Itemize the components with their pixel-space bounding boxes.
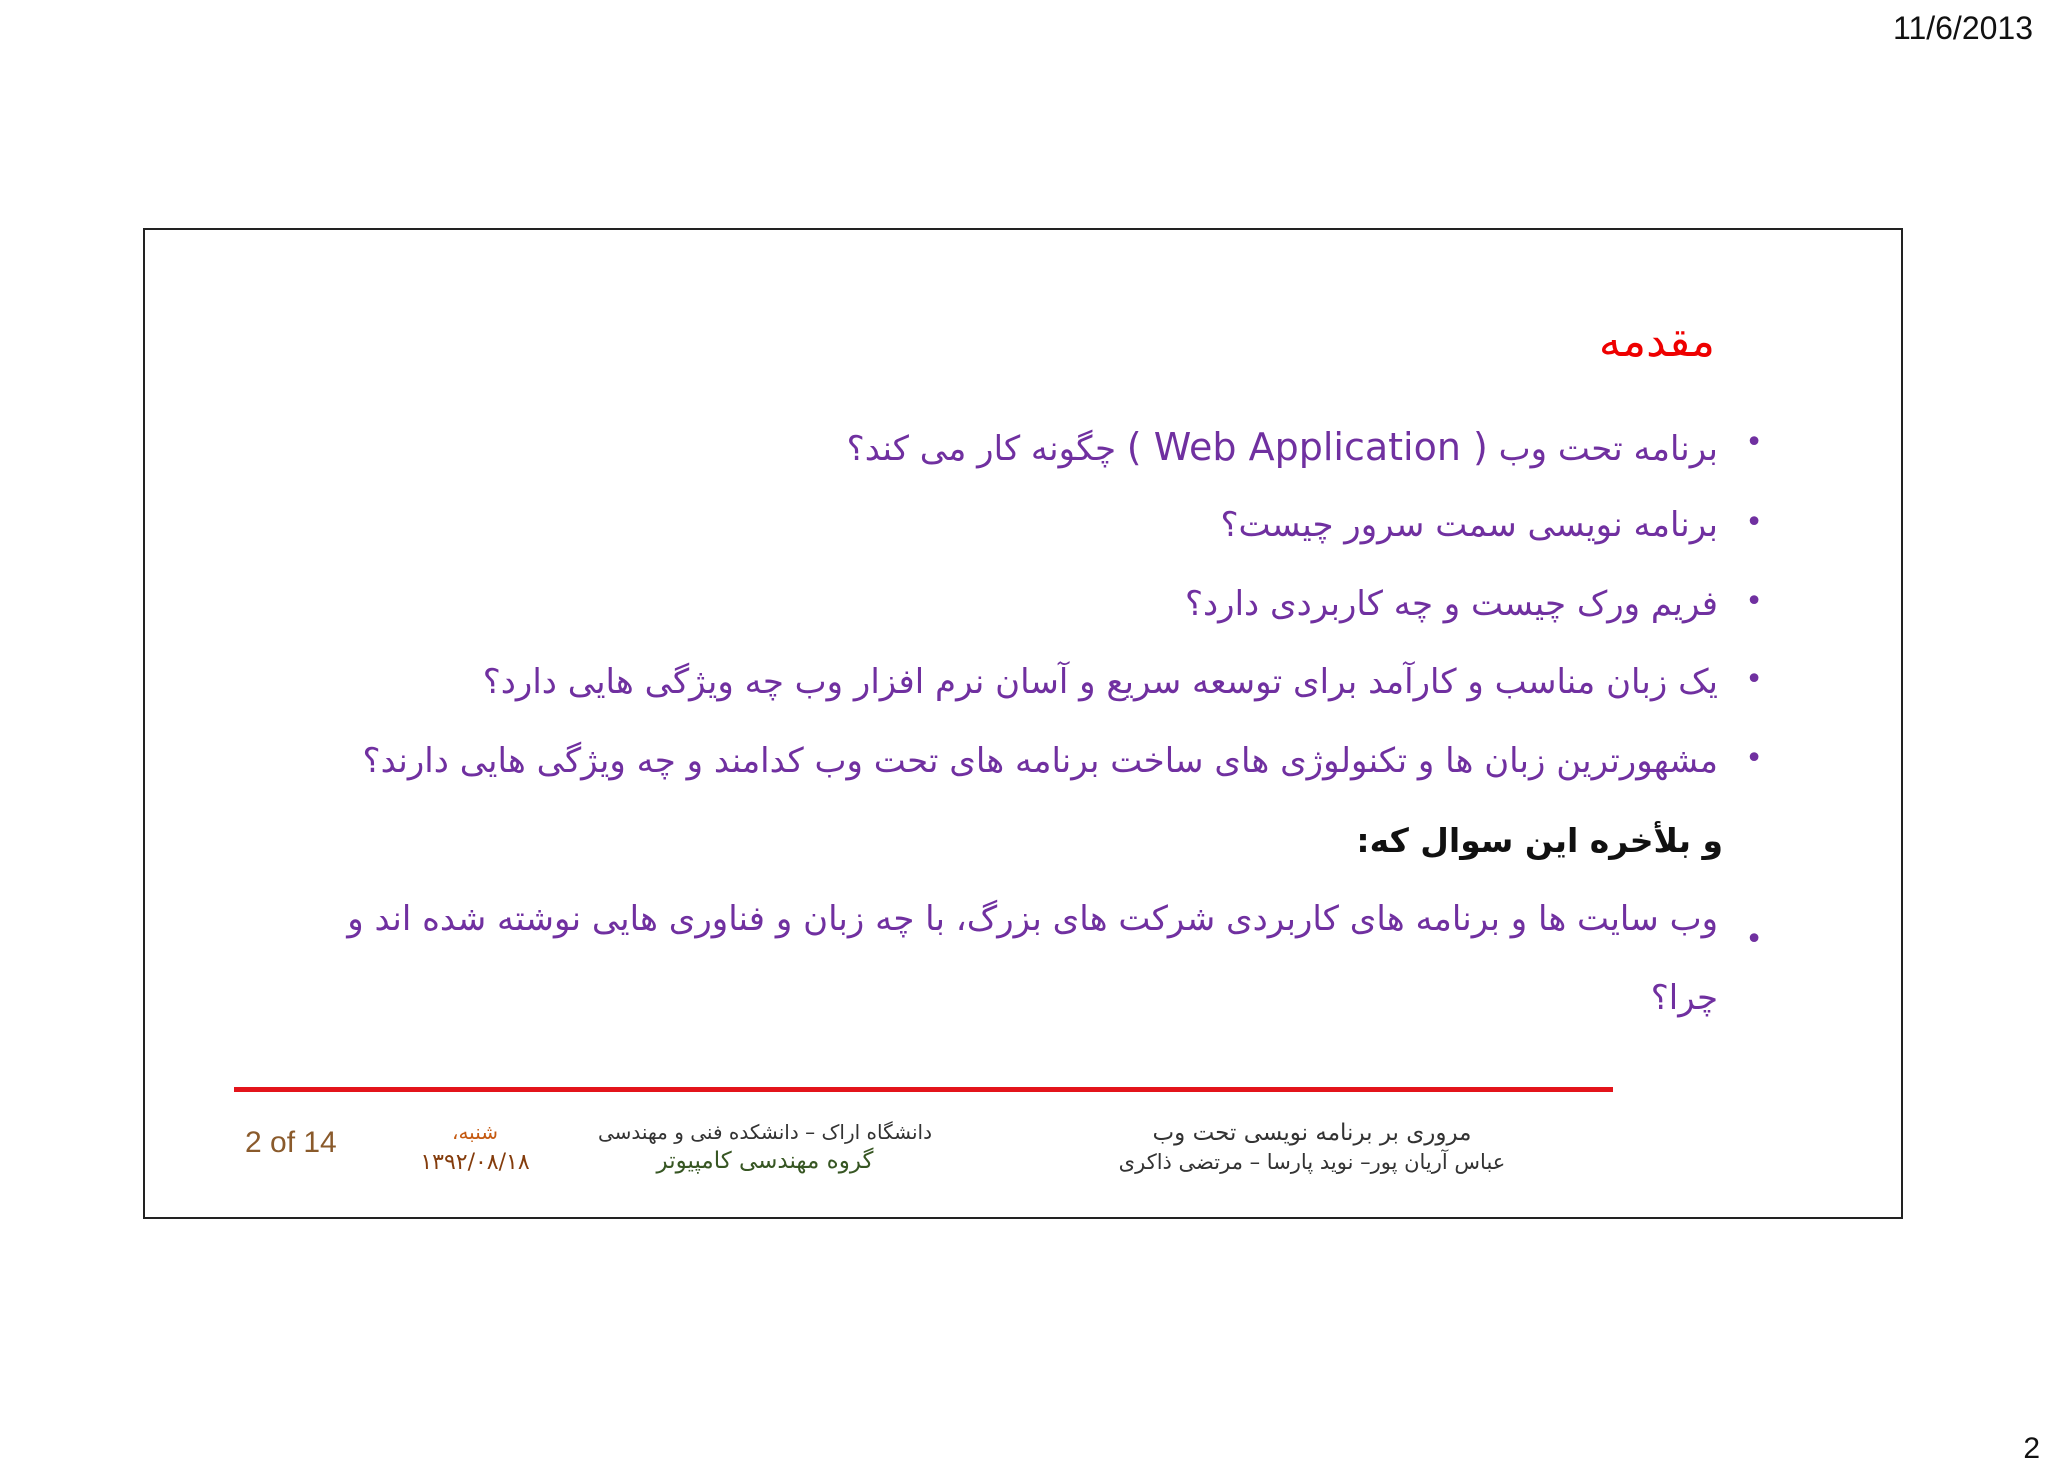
bullet-dot-icon: • [1745,425,1763,460]
transition-line: و بلأخره این سوال که: [1356,821,1723,860]
bullet-text: یک زبان مناسب و کارآمد برای توسعه سریع و آسان نرم افزار وب چه ویژگی هایی دارد؟ [482,662,1718,702]
slide-title: مقدمه [1598,316,1715,367]
footer-date-info [395,1120,555,1175]
bullet-dot-icon: • [1745,584,1763,619]
bullet-dot-icon: • [1745,505,1763,540]
footer-department: گروه مهندسی کامپیوتر [656,1148,874,1174]
bullet-text: فریم ورک چیست و چه کاربردی دارد؟ [1184,584,1718,624]
bullet-text: وب سایت ها و برنامه های کاربردی شرکت های بزرگ، با چه زبان و فناوری هایی نوشته شده اند و چرا؟ [347,899,1718,1018]
bullet-text: چگونه کار می کند؟ [846,429,1116,469]
footer-university: دانشگاه اراک – دانشکده فنی و مهندسی [597,1120,932,1144]
footer-course-title: مروری بر برنامه نویسی تحت وب [1152,1120,1472,1146]
footer-authors: عباس آریان پور– نوید پارسا – مرتضی ذاکری [1118,1150,1506,1174]
footer-slide-number: 2 of 14 [245,1126,337,1159]
bullet-dot-icon: • [1745,662,1763,697]
bullet-item [846,425,1763,469]
bullet-text: برنامه نویسی سمت سرور چیست؟ [1220,505,1718,545]
footer-day: شنبه، [451,1120,498,1144]
page-number: 2 [2023,1432,2040,1465]
bullet-item [1220,505,1763,545]
bullet-text: مشهورترین زبان ها و تکنولوژی های ساخت برنامه های تحت وب کدامند و چه ویژگی هایی دارند؟ [362,741,1718,781]
footer-date: ۱۳۹۲/۰۸/۱۸ [420,1150,530,1175]
footer-divider [234,1087,1613,1092]
bullet-item [1184,584,1763,624]
footer-course-info [1047,1120,1577,1174]
bullet-item [482,662,1763,702]
bullet-text: برنامه تحت وب [1498,429,1718,469]
bullet-dot-icon: • [1745,922,1763,957]
print-date: 11/6/2013 [1893,10,2033,46]
bullet-item [362,741,1763,781]
slide [143,228,1903,1219]
bullet-english-term: ( Web Application ) [1126,425,1488,469]
bullet-item [338,880,1763,1038]
bullet-dot-icon: • [1745,741,1763,776]
footer-university-info [565,1120,965,1174]
